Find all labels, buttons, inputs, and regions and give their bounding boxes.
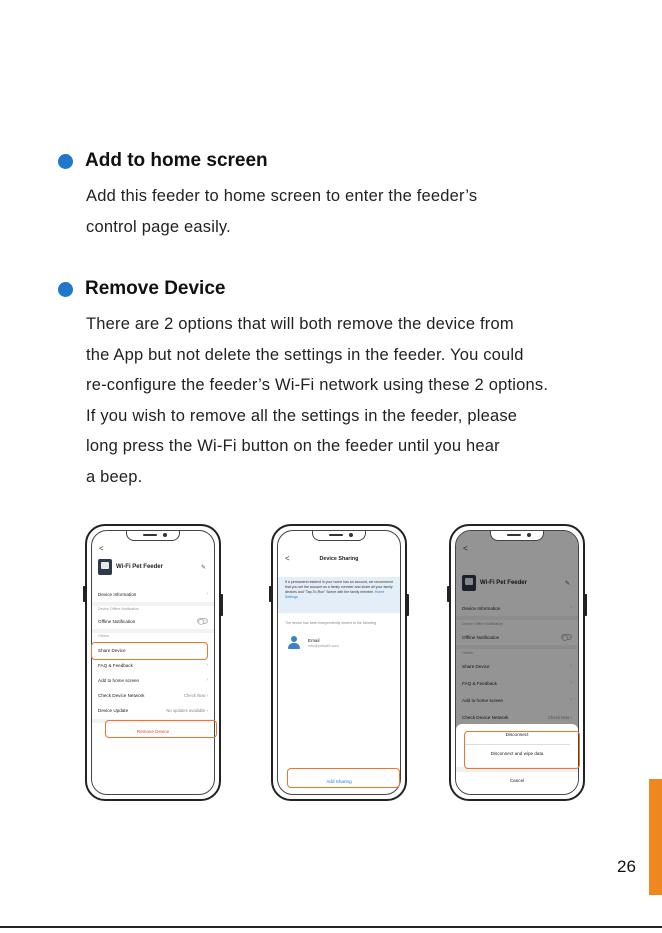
text-line: long press the Wi-Fi button on the feeder until you hear xyxy=(86,437,500,455)
pencil-icon[interactable]: ✎ xyxy=(564,581,570,587)
chevron-right-icon: › xyxy=(206,662,208,668)
row-label: Offline Notification xyxy=(462,634,500,640)
heading-add-home: Add to home screen xyxy=(85,150,268,171)
group-label: Others xyxy=(98,634,109,638)
phone-side-button xyxy=(406,594,409,616)
chevron-right-icon: › xyxy=(206,591,208,597)
phone-notch xyxy=(490,530,544,541)
phone-side-button xyxy=(447,586,450,602)
page-tab xyxy=(649,779,662,895)
note-text: If a permanent resident in your home has an account, we recommend that you set the account as a family member and share all your family devices and "Tap-To-Run" Scene with the family member. xyxy=(285,580,393,594)
chevron-right-icon: › xyxy=(570,663,572,669)
row-label: Device Information xyxy=(462,605,501,611)
bullet-icon xyxy=(58,282,73,297)
disconnect-wipe-button[interactable]: Disconnect and wipe data xyxy=(490,751,544,756)
add-sharing-button[interactable]: Add Sharing xyxy=(326,779,352,784)
disconnect-button[interactable]: Disconnect xyxy=(505,732,529,737)
text-line: There are 2 options that will both remove the device from xyxy=(86,315,514,333)
update-status: No updates available xyxy=(166,707,206,713)
phone-side-button xyxy=(269,586,272,602)
chevron-right-icon: › xyxy=(570,680,572,686)
row-label: Add to home screen xyxy=(98,677,140,683)
group-label: Device Offline Notification xyxy=(98,607,140,611)
family-note xyxy=(278,577,400,613)
back-icon[interactable]: < xyxy=(99,544,104,553)
phone-device-sharing xyxy=(271,524,407,801)
row-faq[interactable] xyxy=(98,660,208,670)
row-label: FAQ & Feedback xyxy=(462,680,497,686)
row-add-home[interactable] xyxy=(98,675,208,685)
section-title-add-home xyxy=(58,150,268,172)
back-icon[interactable]: < xyxy=(285,554,290,563)
chevron-right-icon: › xyxy=(570,697,572,703)
highlight-share-device xyxy=(91,642,208,660)
text-line: a beep. xyxy=(86,467,143,486)
shared-info: The device has been independently shared to the following xyxy=(285,621,377,625)
row-label: FAQ & Feedback xyxy=(98,662,133,668)
chevron-right-icon: › xyxy=(570,605,572,611)
row-check-network[interactable]: Check Device Network Check Now › xyxy=(98,692,208,698)
row-label: Check Device Network xyxy=(462,714,509,720)
text-line: If you wish to remove all the settings in the feeder, please xyxy=(86,406,518,425)
bullet-icon xyxy=(58,154,73,169)
phone-notch xyxy=(312,530,366,541)
device-name: Wi-Fi Pet Feeder xyxy=(116,564,163,570)
check-now-value: Check Now xyxy=(184,692,206,698)
highlight-add-sharing xyxy=(287,768,400,788)
offline-toggle[interactable] xyxy=(197,618,208,624)
screen-title: Device Sharing xyxy=(319,556,359,562)
page-number: 26 xyxy=(617,857,636,876)
row-device-information[interactable] xyxy=(98,589,208,599)
row-check-network[interactable]: Check Device Network Check Now › xyxy=(462,714,572,720)
phone-side-button xyxy=(584,594,587,616)
feeder-icon xyxy=(98,559,112,575)
shared-user[interactable] xyxy=(288,636,339,650)
text-line: Add this feeder to home screen to enter the feeder’s xyxy=(86,187,478,205)
footer-rule xyxy=(0,926,662,928)
phone-side-button xyxy=(83,586,86,602)
row-label: Check Device Network xyxy=(98,692,145,698)
text-line: re-configure the feeder’s Wi-Fi network using these 2 options. xyxy=(86,376,549,394)
row-label: Share Device xyxy=(98,647,126,653)
user-label: Email xyxy=(308,638,320,643)
group-label: Device Offline Notification xyxy=(462,622,504,626)
user-email: info@petsafe.com xyxy=(308,644,339,648)
row-label: Add to home screen xyxy=(462,697,504,703)
device-name: Wi-Fi Pet Feeder xyxy=(480,580,527,586)
chevron-right-icon: › xyxy=(206,677,208,683)
group-label: Others xyxy=(462,651,473,655)
chevron-right-icon: › xyxy=(206,647,208,653)
user-icon xyxy=(288,636,300,650)
highlight-disconnect-options xyxy=(464,731,580,769)
row-label: Offline Notification xyxy=(98,618,136,624)
divider xyxy=(92,602,214,606)
text-line: the App but not delete the settings in the feeder. You could xyxy=(86,345,524,364)
section-title-remove-device xyxy=(58,278,225,300)
remove-device-button[interactable]: Remove Device xyxy=(136,729,170,734)
home-settings-link[interactable]: Home Settings xyxy=(285,590,385,599)
text-line: control page easily. xyxy=(86,217,231,236)
row-device-update[interactable]: Device Update No updates available › xyxy=(98,707,208,713)
phone-remove-options xyxy=(449,524,585,801)
divider xyxy=(92,629,214,633)
back-icon[interactable]: < xyxy=(463,544,468,553)
heading-remove-device: Remove Device xyxy=(85,278,226,299)
cancel-button[interactable]: Cancel xyxy=(509,778,525,783)
phone-side-button xyxy=(220,594,223,616)
highlight-remove-device xyxy=(105,720,217,738)
row-label: Device Information xyxy=(98,591,137,597)
phone-device-settings xyxy=(85,524,221,801)
row-label: Share Device xyxy=(462,663,490,669)
row-label: Device Update xyxy=(98,707,129,713)
phone-notch xyxy=(126,530,180,541)
paragraph-add-home xyxy=(86,181,477,242)
pencil-icon[interactable]: ✎ xyxy=(200,565,206,571)
check-now-value: Check Now xyxy=(548,714,570,720)
paragraph-remove-device xyxy=(86,309,548,492)
row-offline-notification[interactable] xyxy=(98,616,208,626)
